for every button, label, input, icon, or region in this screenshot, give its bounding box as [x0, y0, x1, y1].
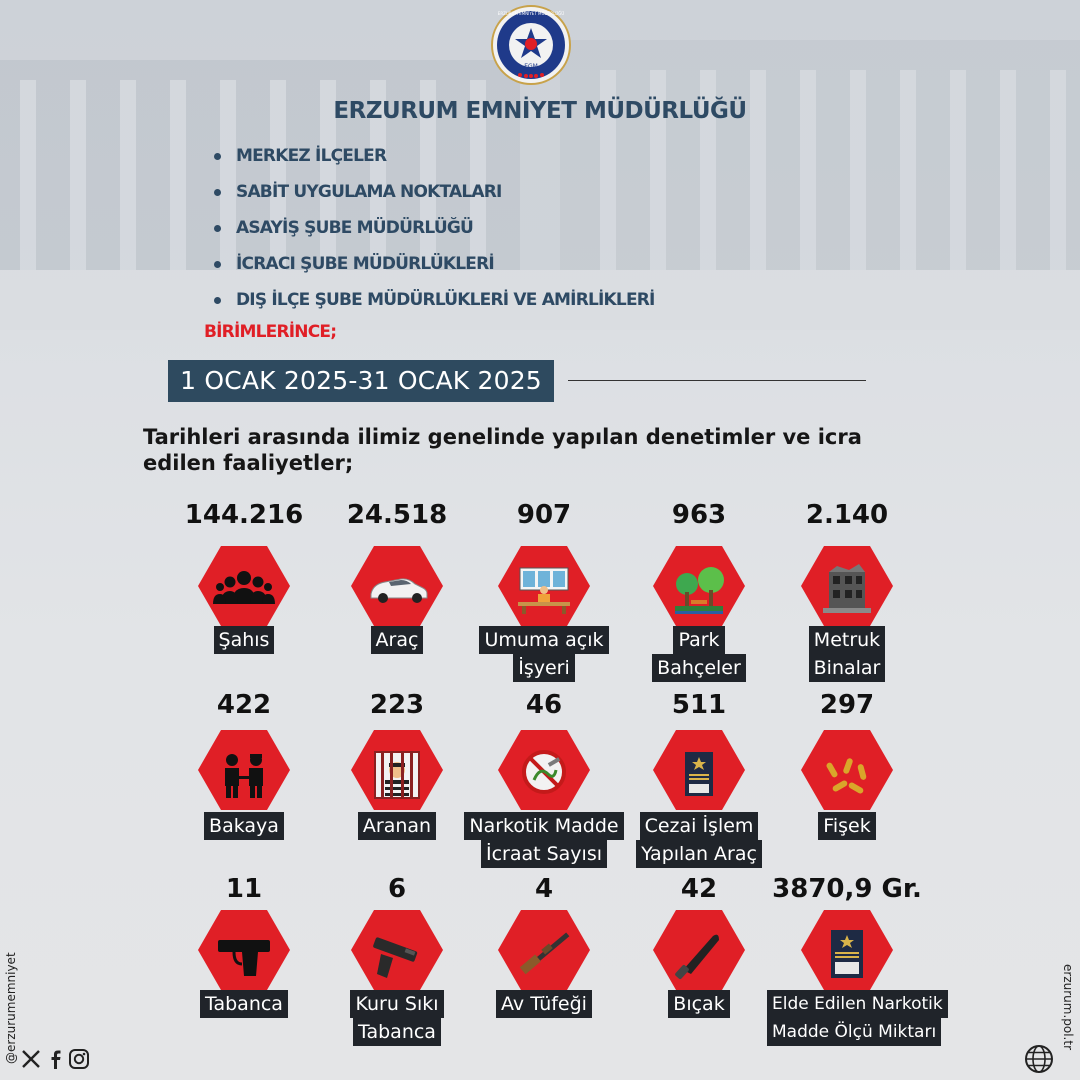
pistol-icon — [198, 910, 290, 990]
page-title: ERZURUM EMNİYET MÜDÜRLÜĞÜ — [333, 98, 747, 124]
stat-label — [164, 626, 324, 654]
stat-value: 511 — [671, 690, 727, 720]
logo-center-text: EGM — [524, 63, 538, 70]
bullets-icon — [801, 730, 893, 810]
globe-icon[interactable] — [1024, 1044, 1054, 1074]
unit-item: SABİT UYGULAMA NOKTALARI — [212, 179, 655, 215]
police-arrest-icon — [198, 730, 290, 810]
no-drugs-icon — [498, 730, 590, 810]
stat-label — [317, 990, 477, 1046]
stat-label — [317, 812, 477, 840]
stat-label — [767, 626, 927, 682]
stat-label — [164, 812, 324, 840]
shotgun-icon — [498, 910, 590, 990]
stat-label-line: Kuru Sıkı — [350, 990, 443, 1018]
park-tree-icon — [653, 546, 745, 626]
office-desk-icon — [498, 546, 590, 626]
stat-value: 2.140 — [805, 500, 889, 530]
stat-label — [164, 990, 324, 1018]
stat-label-line: Av Tüfeği — [496, 990, 592, 1018]
narcotic-evidence-icon — [801, 910, 893, 990]
unit-list — [212, 143, 655, 323]
instagram-icon[interactable] — [68, 1048, 90, 1070]
police-evidence-icon — [653, 730, 745, 810]
blank-pistol-icon — [351, 910, 443, 990]
stat-label — [619, 990, 779, 1018]
stat-label — [464, 812, 624, 868]
stat-label-line: Madde Ölçü Miktarı — [767, 1018, 941, 1046]
stat-value: 46 — [525, 690, 563, 720]
stat-label-line: Elde Edilen Narkotik — [767, 990, 948, 1018]
stat-label-line: Cezai İşlem — [640, 812, 759, 840]
stat-label-line: Şahıs — [214, 626, 275, 654]
units-suffix: BİRİMLERİNCE; — [204, 322, 337, 342]
logo-ring-text: ERZURUM EMNİYET MÜDÜRLÜĞÜ — [497, 11, 565, 16]
stat-label — [619, 626, 779, 682]
stat-label — [767, 812, 927, 840]
x-icon[interactable] — [20, 1048, 42, 1070]
stat-value: 11 — [225, 874, 263, 904]
stat-value: 422 — [216, 690, 272, 720]
stat-label-line: Narkotik Madde — [464, 812, 623, 840]
stat-label — [767, 990, 943, 1046]
people-group-icon — [198, 546, 290, 626]
stat-value: 42 — [680, 874, 718, 904]
abandoned-building-icon — [801, 546, 893, 626]
police-logo — [490, 4, 572, 86]
prisoner-icon — [351, 730, 443, 810]
social-icons — [20, 1046, 90, 1072]
website-text: erzurum.pol.tr — [1061, 964, 1075, 1051]
stat-label-line: Bahçeler — [652, 654, 746, 682]
stat-label — [317, 626, 477, 654]
stat-label-line: Bıçak — [668, 990, 729, 1018]
stat-label-line: Bakaya — [204, 812, 284, 840]
stat-label-line: Tabanca — [200, 990, 288, 1018]
stat-label-line: Aranan — [358, 812, 436, 840]
stat-label-line: Metruk — [809, 626, 885, 654]
stat-label — [464, 626, 624, 682]
stat-value: 297 — [819, 690, 875, 720]
stat-value: 4 — [534, 874, 554, 904]
stat-label-line: Umuma açık — [479, 626, 608, 654]
stat-label — [464, 990, 624, 1018]
unit-item: DIŞ İLÇE ŞUBE MÜDÜRLÜKLERİ VE AMİRLİKLERİ — [212, 287, 655, 323]
stat-value: 907 — [516, 500, 572, 530]
stat-value: 3870,9 Gr. — [772, 874, 922, 904]
intro-text: Tarihleri arasında ilimiz genelinde yapılan denetimler ve icra edilen faaliyetler; — [143, 425, 862, 475]
stat-value: 963 — [671, 500, 727, 530]
stat-label-line: Araç — [371, 626, 424, 654]
social-handle: @erzurumemniyet — [4, 952, 18, 1064]
car-icon — [351, 546, 443, 626]
date-divider — [568, 380, 866, 381]
stat-label-line: Park — [673, 626, 724, 654]
unit-item: İCRACI ŞUBE MÜDÜRLÜKLERİ — [212, 251, 655, 287]
facebook-icon[interactable] — [46, 1048, 64, 1070]
unit-item: MERKEZ İLÇELER — [212, 143, 655, 179]
unit-item: ASAYİŞ ŞUBE MÜDÜRLÜĞÜ — [212, 215, 655, 251]
stat-label-line: Binalar — [809, 654, 886, 682]
stat-value: 24.518 — [346, 500, 448, 530]
stat-label-line: İcraat Sayısı — [481, 840, 607, 868]
stat-label — [619, 812, 779, 868]
stat-value: 223 — [369, 690, 425, 720]
stat-label-line: Yapılan Araç — [636, 840, 762, 868]
stat-label-line: Tabanca — [353, 1018, 441, 1046]
stat-value: 144.216 — [184, 500, 304, 530]
stat-label-line: Fişek — [818, 812, 875, 840]
stat-label-line: İşyeri — [513, 654, 575, 682]
stat-value: 6 — [387, 874, 407, 904]
knife-icon — [653, 910, 745, 990]
date-range: 1 OCAK 2025-31 OCAK 2025 — [168, 360, 554, 402]
